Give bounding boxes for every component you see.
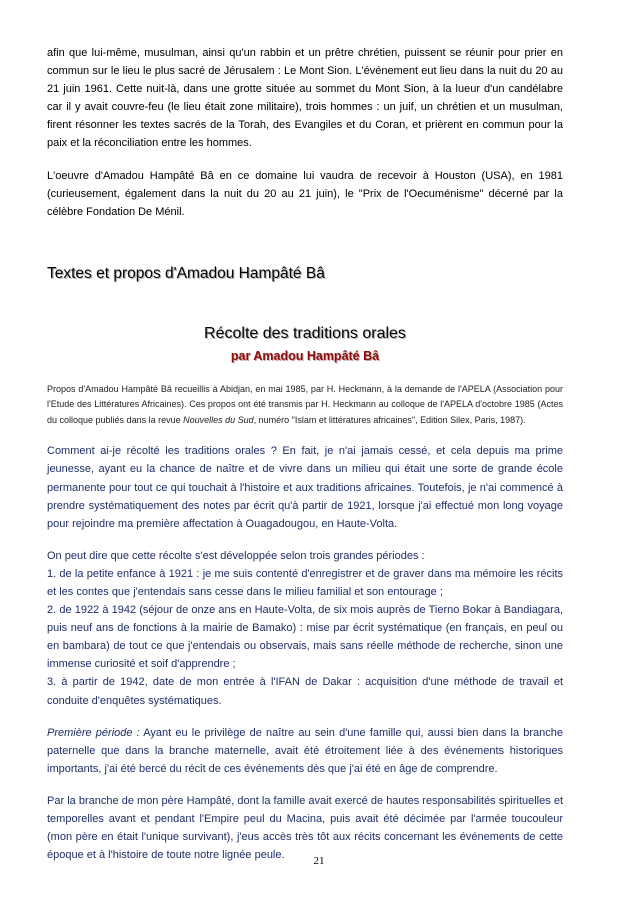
source-note-text-end: , numéro "Islam et littératures africaines", Edition Silex, Paris, 1987). xyxy=(253,414,526,425)
journal-title: Nouvelles du Sud xyxy=(183,414,254,425)
period-item-1: 1. de la petite enfance à 1921 : je me suis contenté d'enregistrer et de graver dans ma mémoire les récits et les contes que j'entendais sans cesse dans le milieu familial et son entourage ; xyxy=(47,567,563,598)
source-note-text: Propos d'Amadou Hampâté Bâ recueillis à Abidjan, en mai 1985, par H. Heckmann, à la demande de l'APELA (Association pour l'Etude des Littératures Africaines). Ces propos ont été transmis par H. Heckmann au colloque de l'APELA d'octobre 1985 (Actes du colloque publiés dans la revue xyxy=(47,383,563,425)
period-item-3: 3. à partir de 1942, date de mon entrée à l'IFAN de Dakar : acquisition d'une méthode de travail et conduite d'enquêtes systématiques. xyxy=(47,676,563,707)
paragraph-paternal-branch: Par la branche de mon père Hampâté, dont la famille avait exercé de hautes responsabilités spirituelles et temporelles avant et pendant l'Empire peul du Macina, puis avait été décimée par l'armée toucouleur (mon père en était l'unique survivant), j'eus accès très tôt aux récits concernant les événements de cette époque et à l'histoire de toute notre lignée peule. xyxy=(47,794,563,862)
periods-intro: On peut dire que cette récolte s'est développée selon trois grandes périodes : xyxy=(47,549,425,562)
article-source-note xyxy=(47,382,563,429)
article-title: Récolte des traditions orales xyxy=(204,324,406,342)
paragraph-oecumenisme-prize: L'oeuvre d'Amadou Hampâté Bâ en ce domaine lui vaudra de recevoir à Houston (USA), en 1981 (curieusement, également dans la nuit du 20 au 21 juin), le "Prix de l'Oecuménisme" décerné par la célèbre Fondation De Ménil. xyxy=(47,169,563,218)
paragraph-first-period xyxy=(47,724,563,778)
document-page xyxy=(47,44,563,864)
period-item-2: 2. de 1922 à 1942 (séjour de onze ans en Haute-Volta, de six mois auprès de Tierno Bokar à Bandiagara, puis neuf ans de fonctions à la mairie de Bamako) : mise par écrit systématique (en français, en peul ou en bambara) de tout ce que j'entendais ou observais, mais sans réelle méthode de recherche, sinon une immense curiosité et soif d'apprendre ; xyxy=(47,604,563,671)
section-heading: Textes et propos d'Amadou Hampâté Bâ xyxy=(47,264,325,282)
paragraph-how-collected: Comment ai-je récolté les traditions orales ? En fait, je n'ai jamais cessé, et cela depuis ma prime jeunesse, ayant eu la chance de naître et de vivre dans un milieu qui était une sorte de grande école permanente pour tout ce qui touchait à l'histoire et aux traditions africaines. Toutefois, je n'ai commencé à prendre systématiquement des notes par écrit qu'à partir de 1921, lorsque j'ai effectué mon long voyage pour rejoindre ma première affectation à Ouagadougou, en Haute-Volta. xyxy=(47,445,563,530)
first-period-label: Première période : xyxy=(47,726,140,739)
paragraph-mont-sion: afin que lui-même, musulman, ainsi qu'un rabbin et un prêtre chrétien, puissent se réunir pour prier en commun sur le lieu le plus sacré de Jérusalem : Le Mont Sion. L'événement eut lieu dans la nuit du 20 au 21 juin 1961. Cette nuit-là, dans une grotte située au sommet du Mont Sion, à la lueur d'un candélabre car il y avait couvre-feu (le lieu était zone militaire), trois hommes : un juif, un chrétien et un musulman, firent résonner les textes sacrés de la Torah, des Evangiles et du Coran, et prièrent en commun pour la paix et la réconciliation entre les hommes. xyxy=(47,47,563,150)
page-number: 21 xyxy=(313,855,325,867)
first-period-text: Ayant eu le privilège de naître au sein d'une famille qui, aussi bien dans la branche paternelle que dans la branche maternelle, avait été étroitement liée à des événements historiques importants, j'ai été bercé du récit de ces événements dès que j'ai été en âge de comprendre. xyxy=(47,726,563,775)
article-byline: par Amadou Hampâté Bâ xyxy=(230,348,380,363)
